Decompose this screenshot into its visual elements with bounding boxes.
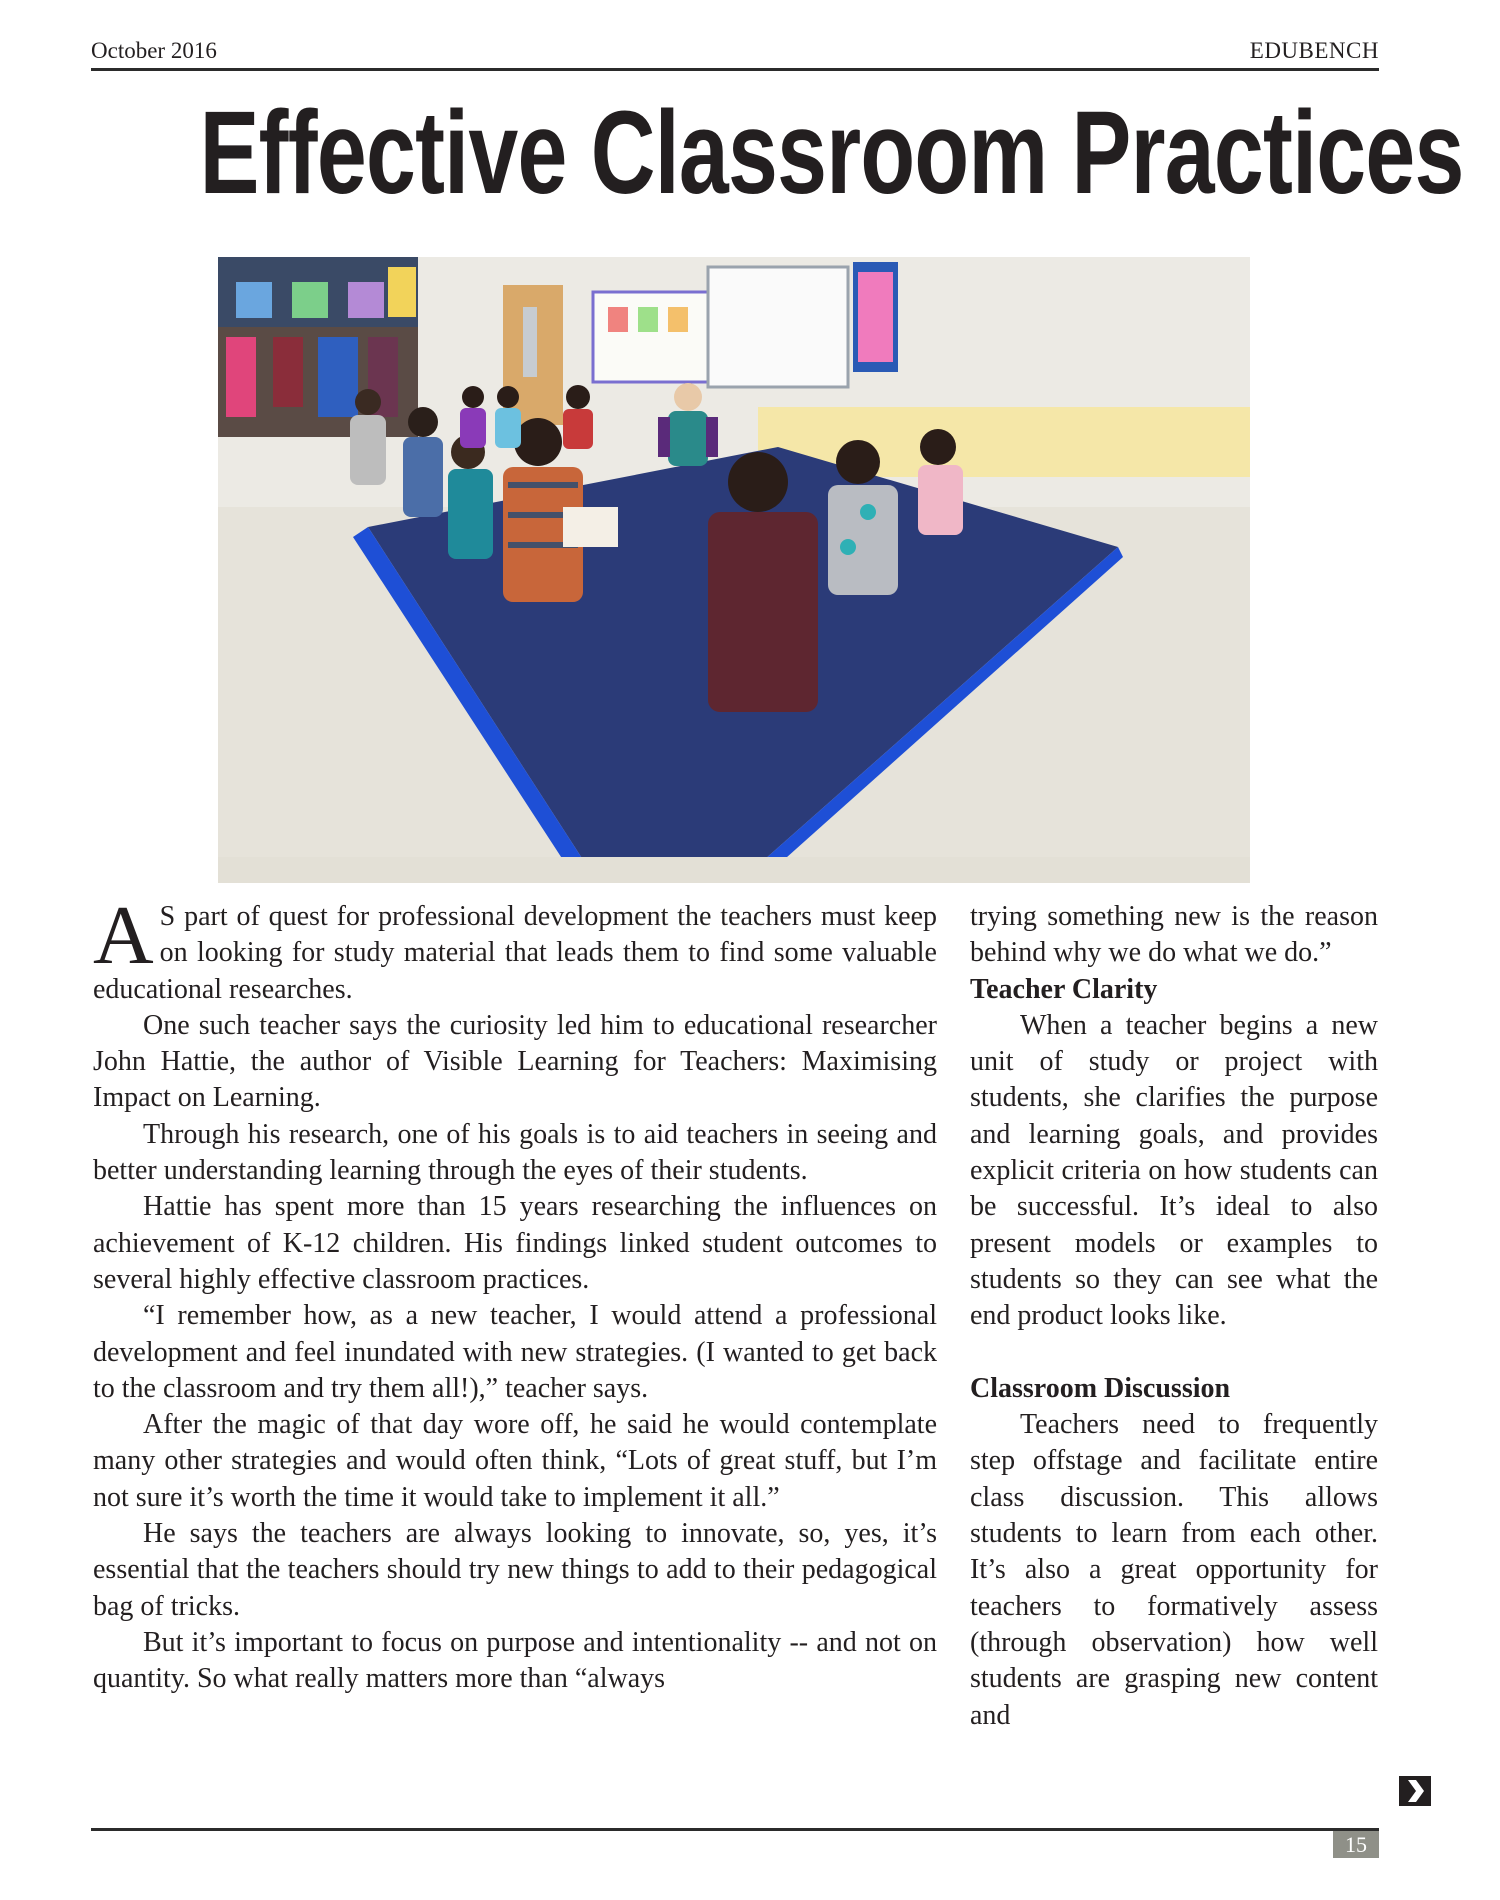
publication-name: EDUBENCH [1249, 38, 1379, 63]
footer-rule [91, 1828, 1379, 1831]
title-container [0, 87, 1500, 219]
paragraph-3: Through his research, one of his goals is to aid teachers in seeing and better understanding learning through the eyes of their students. [93, 1118, 937, 1187]
section-text-teacher-clarity: When a teacher begins a new unit of study or project with students, she clarifies the purpose and learning goals, and provides explicit criteria on how students can be successful. It’s ideal to also present models or examples to students so they can see what the end product looks like. [970, 1009, 1378, 1332]
paragraph-5: “I remember how, as a new teacher, I would attend a professional development and feel inundated with new strategies. (I wanted to get back to the classroom and try them all!),” teacher says. [93, 1300, 937, 1404]
article-right-column [970, 899, 1378, 1734]
classroom-photo [218, 257, 1250, 883]
article-title: Effective Classroom Practices [199, 87, 1464, 219]
drop-cap: A [93, 889, 154, 982]
paragraph-2: One such teacher says the curiosity led him to educational researcher John Hattie, the author of Visible Learning for Teachers: Maximising Impact on Learning. [93, 1009, 937, 1114]
section-heading-teacher-clarity: Teacher Clarity [970, 973, 1158, 1005]
next-page-button[interactable] [1399, 1776, 1431, 1806]
section-spacer [970, 1335, 1378, 1371]
page-number-badge: 15 [1333, 1831, 1379, 1858]
paragraph-1: A S part of quest for professional development the teachers must keep on looking for study material that leads them to find some valuable educational researches. [93, 889, 937, 1005]
chevron-right-icon [1399, 1776, 1431, 1806]
paragraph-8: But it’s important to focus on purpose and intentionality -- and not on quantity. So what really matters more than “always [93, 1626, 937, 1695]
article-left-column [93, 889, 937, 1698]
issue-date: October 2016 [91, 38, 217, 63]
paragraph-6: After the magic of that day wore off, he said he would contemplate many other strategies and would often think, “Lots of great stuff, but I’m not sure it’s worth the time it would take to implement it all.” [93, 1409, 937, 1513]
continuation-paragraph: trying something new is the reason behind why we do what we do.” [970, 901, 1378, 969]
page-header [91, 34, 1379, 71]
paragraph-7: He says the teachers are always looking to innovate, so, yes, it’s essential that the teachers should try new things to add to their pedagogical bag of tricks. [93, 1518, 937, 1622]
section-text-classroom-discussion: Teachers need to frequently step offstage and facilitate entire class discussion. This allows students to learn from each other. It’s also a great opportunity for teachers to formatively assess (through observation) how well students are grasping new content and [970, 1409, 1378, 1731]
photo-icon [218, 257, 1250, 883]
paragraph-4: Hattie has spent more than 15 years researching the influences on achievement of K-12 children. His findings linked student outcomes to several highly effective classroom practices. [93, 1191, 937, 1295]
section-heading-classroom-discussion: Classroom Discussion [970, 1372, 1231, 1404]
